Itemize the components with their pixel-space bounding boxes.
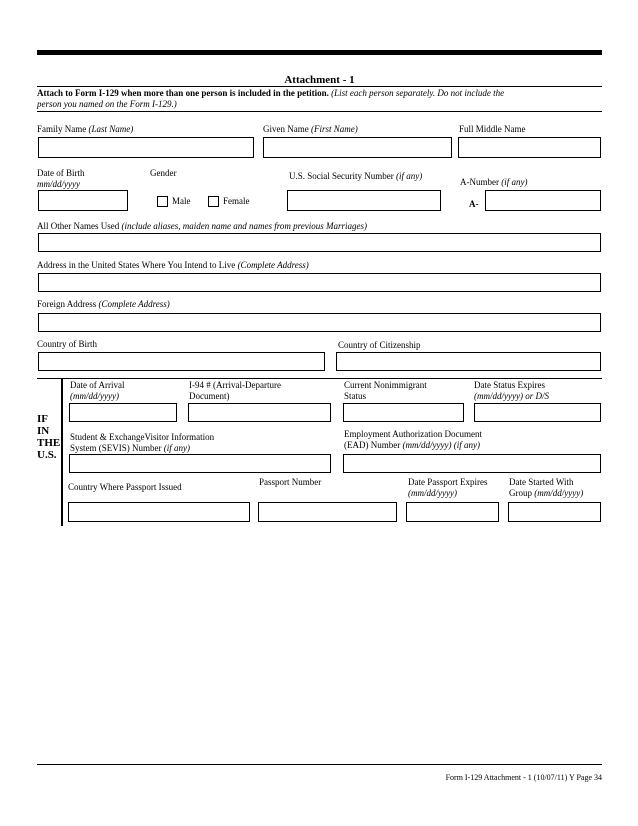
family-name-label: Family Name (Last Name)	[37, 124, 134, 134]
instruction-line-1	[37, 88, 504, 99]
in-us-side-bar	[61, 378, 63, 526]
dob-label: Date of Birth	[37, 168, 85, 178]
passport-expires-field[interactable]	[406, 502, 499, 522]
arrival-field[interactable]	[69, 403, 177, 422]
nonimmigrant-status-label: Current Nonimmigrant Status	[344, 380, 427, 401]
given-name-label: Given Name (First Name)	[263, 124, 358, 134]
us-address-label: Address in the United States Where You Intend to Live (Complete Address)	[37, 260, 309, 270]
passport-number-label: Passport Number	[259, 477, 322, 487]
group-start-label: Date Started With Group (mm/dd/yyyy)	[509, 477, 584, 498]
footer-rule	[37, 764, 602, 765]
country-birth-field[interactable]	[38, 352, 325, 371]
other-names-label: All Other Names Used (include aliases, maiden name and names from previous Marriages)	[37, 221, 368, 231]
a-number-label: A-Number (if any)	[460, 177, 528, 187]
family-name-field[interactable]	[38, 137, 254, 158]
us-address-field[interactable]	[38, 273, 601, 292]
passport-number-field[interactable]	[258, 502, 397, 522]
ssn-field[interactable]	[287, 190, 441, 211]
ead-label: Employment Authorization Document (EAD) Number (mm/dd/yyyy) (if any)	[344, 429, 482, 450]
i94-field[interactable]	[188, 403, 331, 422]
a-number-field[interactable]	[485, 190, 601, 211]
dob-field[interactable]	[38, 190, 128, 211]
foreign-address-label: Foreign Address (Complete Address)	[37, 299, 170, 309]
header-divider	[37, 111, 602, 112]
middle-name-label: Full Middle Name	[459, 124, 526, 134]
ead-field[interactable]	[343, 454, 601, 473]
ssn-label: U.S. Social Security Number (if any)	[289, 171, 423, 181]
attachment-title: Attachment - 1	[284, 74, 355, 86]
country-citizenship-field[interactable]	[336, 352, 601, 371]
status-expires-label: Date Status Expires (mm/dd/yyyy) or D/S	[474, 380, 549, 401]
arrival-label: Date of Arrival (mm/dd/yyyy)	[70, 380, 125, 401]
instruction-line-2	[37, 99, 177, 110]
passport-country-field[interactable]	[68, 502, 250, 522]
group-start-field[interactable]	[508, 502, 601, 522]
instruction-bold: Attach to Form I-129 when more than one person is included in the petition.	[37, 88, 329, 98]
male-label: Male	[172, 196, 191, 206]
status-expires-field[interactable]	[474, 403, 601, 422]
title-underline	[37, 86, 602, 87]
dob-hint: mm/dd/yyyy	[37, 179, 80, 189]
female-label: Female	[223, 196, 250, 206]
gender-label: Gender	[150, 168, 177, 178]
country-birth-label: Country of Birth	[37, 339, 97, 349]
nonimmigrant-status-field[interactable]	[343, 403, 464, 422]
in-us-section-top	[37, 378, 602, 379]
foreign-address-field[interactable]	[38, 313, 601, 332]
sevis-field[interactable]	[69, 454, 331, 473]
passport-expires-label: Date Passport Expires (mm/dd/yyyy)	[408, 477, 488, 498]
a-number-prefix: A-	[469, 199, 479, 209]
given-name-field[interactable]	[263, 137, 452, 158]
country-citizenship-label: Country of Citizenship	[338, 340, 421, 350]
sevis-label: Student & ExchangeVisitor Information System (SEVIS) Number (if any)	[70, 432, 215, 453]
other-names-field[interactable]	[38, 233, 601, 252]
top-rule	[37, 50, 602, 55]
female-checkbox[interactable]	[208, 196, 219, 207]
in-us-side-label: IF IN THE U.S.	[37, 413, 61, 461]
middle-name-field[interactable]	[458, 137, 601, 158]
i94-label: I-94 # (Arrival-Departure Document)	[189, 380, 281, 401]
footer-text: Form I-129 Attachment - 1 (10/07/11) Y Page 34	[445, 773, 602, 782]
male-checkbox[interactable]	[157, 196, 168, 207]
instruction-italic-2: person you named on the Form I-129.)	[37, 99, 177, 109]
instruction-italic-1: (List each person separately. Do not include the	[331, 88, 505, 98]
passport-country-label: Country Where Passport Issued	[68, 482, 182, 492]
